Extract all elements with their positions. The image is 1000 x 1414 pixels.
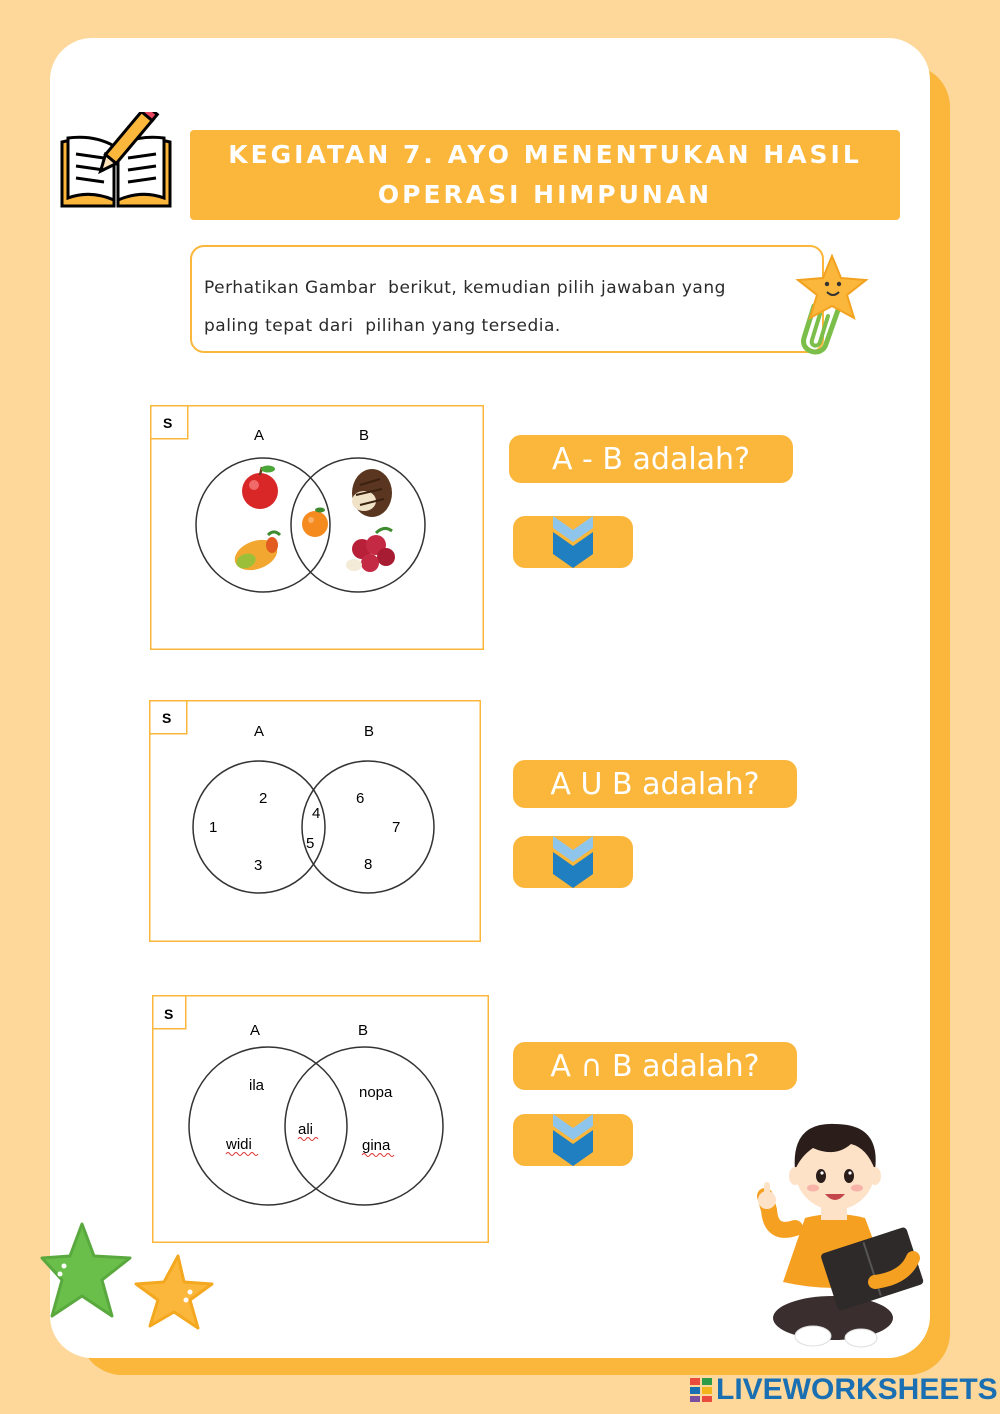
instruction-box bbox=[190, 245, 824, 353]
yellow-star-icon bbox=[134, 1254, 214, 1338]
question-1-prompt: A - B adalah? bbox=[509, 435, 793, 483]
green-star-icon bbox=[40, 1222, 136, 1326]
element-b-8: 8 bbox=[364, 856, 373, 873]
answer-dropdown-2[interactable] bbox=[513, 836, 633, 888]
element-ab-5: 5 bbox=[306, 835, 315, 852]
brand-text: LIVEWORKSHEETS bbox=[716, 1373, 998, 1406]
instruction-line-2: paling tepat dari pilihan yang tersedia. bbox=[204, 316, 561, 336]
instruction-line-1: Perhatikan Gambar berikut, kemudian pilih jawaban yang bbox=[204, 278, 726, 298]
answer-dropdown-1[interactable] bbox=[513, 516, 633, 568]
universe-label: S bbox=[164, 1006, 174, 1022]
element-a-1: 1 bbox=[209, 819, 218, 836]
boy-reading-book-illustration bbox=[755, 1118, 925, 1362]
question-2-prompt: A U B adalah? bbox=[513, 760, 797, 808]
set-a-label: A bbox=[250, 1022, 261, 1039]
element-ab-ali: ali bbox=[298, 1121, 314, 1138]
element-b-6: 6 bbox=[356, 790, 365, 807]
liveworksheets-icon bbox=[690, 1378, 712, 1402]
title-line-1: KEGIATAN 7. AYO MENENTUKAN HASIL bbox=[228, 140, 862, 169]
chevron-down-icon bbox=[550, 836, 596, 890]
title-line-2: OPERASI HIMPUNAN bbox=[377, 180, 713, 209]
element-b-gina: gina bbox=[362, 1137, 391, 1154]
venn-diagram-numbers bbox=[149, 700, 481, 942]
element-a-2: 2 bbox=[259, 790, 268, 807]
venn-diagram-names bbox=[152, 995, 489, 1243]
element-a-ila: ila bbox=[249, 1077, 265, 1094]
universe-label: S bbox=[163, 415, 173, 431]
star-paperclip-icon bbox=[792, 254, 872, 370]
element-b-nopa: nopa bbox=[359, 1084, 393, 1101]
question-3-prompt: A ∩ B adalah? bbox=[513, 1042, 797, 1090]
element-a-3: 3 bbox=[254, 857, 263, 874]
chevron-down-icon bbox=[550, 1114, 596, 1168]
set-b-label: B bbox=[358, 1022, 369, 1039]
venn-diagram-fruits bbox=[150, 405, 484, 650]
element-b-7: 7 bbox=[392, 819, 401, 836]
set-b-label: B bbox=[359, 427, 370, 444]
universe-label: S bbox=[162, 710, 172, 726]
set-b-label: B bbox=[364, 723, 375, 740]
set-a-label: A bbox=[254, 427, 265, 444]
liveworksheets-logo bbox=[690, 1374, 998, 1406]
set-a-label: A bbox=[254, 723, 265, 740]
chevron-down-icon bbox=[550, 516, 596, 570]
open-book-pencil-icon bbox=[58, 112, 174, 216]
activity-title bbox=[190, 130, 900, 220]
answer-dropdown-3[interactable] bbox=[513, 1114, 633, 1166]
element-ab-4: 4 bbox=[312, 805, 321, 822]
element-a-widi: widi bbox=[226, 1136, 252, 1153]
salak-icon bbox=[352, 469, 392, 517]
